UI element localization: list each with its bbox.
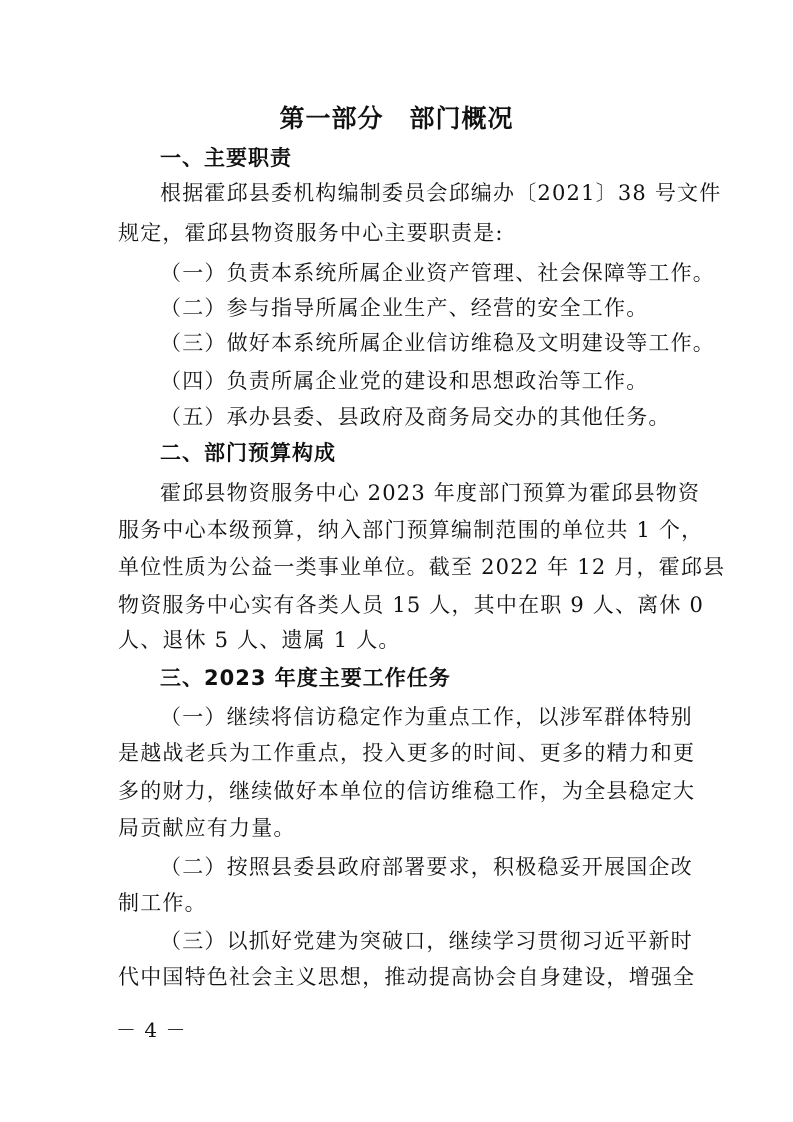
duty-item: （一）负责本系统所属企业资产管理、社会保障等工作。: [160, 261, 715, 285]
paragraph-line: （三）以抓好党建为突破口，继续学习贯彻习近平新时: [160, 929, 693, 953]
paragraph-line: 制工作。: [118, 891, 207, 915]
paragraph-line: 霍邱县物资服务中心 2023 年度部门预算为霍邱县物资: [160, 481, 701, 505]
paragraph-line: 单位性质为公益一类事业单位。截至 2022 年 12 月，霍邱县: [118, 555, 726, 579]
paragraph-line: 服务中心本级预算，纳入部门预算编制范围的单位共 1 个，: [118, 518, 704, 542]
paragraph-line: 物资服务中心实有各类人员 15 人，其中在职 9 人、离休 0: [118, 593, 705, 617]
paragraph-line: 规定，霍邱县物资服务中心主要职责是:: [118, 221, 504, 245]
page-number: － 4 －: [116, 1018, 187, 1042]
section-heading-tasks: 三、2023 年度主要工作任务: [160, 666, 451, 690]
paragraph-line: 代中国特色社会主义思想，推动提高协会自身建设，增强全: [118, 965, 696, 989]
duty-item: （二）参与指导所属企业生产、经营的安全工作。: [160, 296, 649, 320]
section-heading-budget: 二、部门预算构成: [160, 441, 336, 465]
page-title: 第一部分 部门概况: [279, 104, 514, 133]
duty-item: （三）做好本系统所属企业信访维稳及文明建设等工作。: [160, 331, 715, 355]
duty-item: （四）负责所属企业党的建设和思想政治等工作。: [160, 369, 649, 393]
section-heading-duties: 一、主要职责: [160, 146, 292, 170]
duty-item: （五）承办县委、县政府及商务局交办的其他任务。: [160, 405, 671, 429]
paragraph-line: 人、退休 5 人、遗属 1 人。: [118, 628, 401, 652]
paragraph-line: 多的财力，继续做好本单位的信访维稳工作，为全县稳定大: [118, 779, 696, 803]
paragraph-line: （二）按照县委县政府部署要求，积极稳妥开展国企改: [160, 855, 693, 879]
paragraph-line: 局贡献应有力量。: [118, 816, 296, 840]
paragraph-line: （一）继续将信访稳定作为重点工作，以涉军群体特别: [160, 705, 693, 729]
paragraph-line: 根据霍邱县委机构编制委员会邱编办〔2021〕38 号文件: [160, 181, 722, 205]
paragraph-line: 是越战老兵为工作重点，投入更多的时间、更多的精力和更: [118, 741, 696, 765]
